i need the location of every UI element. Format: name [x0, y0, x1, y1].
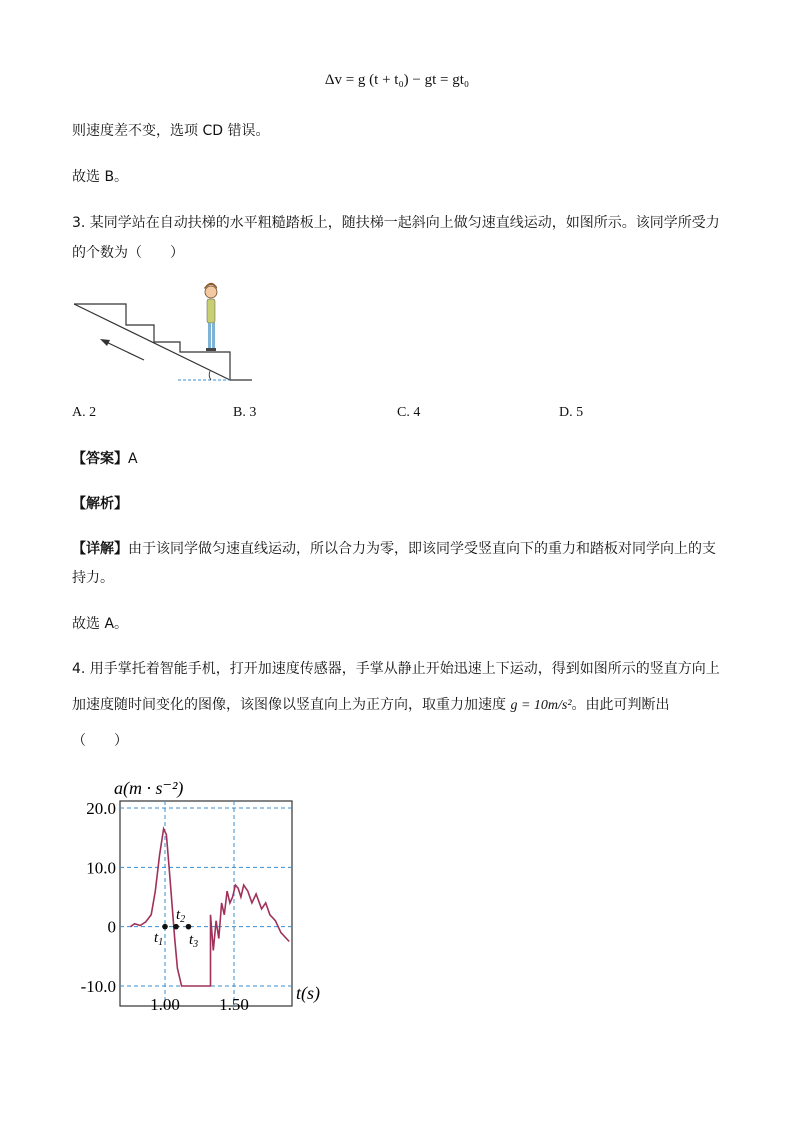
gravity-value: g = 10m/s² — [510, 698, 572, 713]
point-label-t2: $t_2$ — [176, 907, 186, 925]
question-3-cont: 的个数为（ ） — [72, 245, 184, 261]
choose-line: 故选 A。 — [72, 616, 129, 632]
detail-line — [72, 539, 716, 559]
text-line: 则速度差不变，选项 CD 错误。 — [72, 123, 270, 139]
student-figure — [204, 283, 217, 351]
angle-arc — [209, 371, 211, 380]
x-tick-label: 1.00 — [150, 995, 180, 1014]
point-marker — [186, 924, 192, 930]
x-axis-label: t(s) — [296, 983, 320, 1003]
q4-text-b: 。由此可判断出 — [571, 697, 670, 713]
series-line — [131, 829, 290, 986]
question-4-paren: （ ） — [72, 733, 128, 749]
point-label-t3: $t_3$ — [189, 932, 199, 950]
detail-text: 由于该同学做匀速直线运动，所以合力为零，即该同学受竖直向下的重力和踏板对同学向上的支 — [128, 541, 716, 557]
question-4: 4. 用手掌托着智能手机，打开加速度传感器，手掌从静止开始迅速上下运动，得到如图所示的竖直方向上 — [72, 661, 720, 677]
option-a: A. 2 — [72, 405, 97, 420]
y-axis-label: a(m · s⁻²) — [114, 778, 184, 798]
escalator-figure — [70, 280, 260, 388]
question-4-cont — [72, 695, 670, 716]
answer-tag: 【答案】 — [72, 451, 128, 467]
text-line: 故选 B。 — [72, 169, 129, 185]
analysis-tag: 【解析】 — [72, 496, 128, 512]
escalator-steps — [74, 304, 252, 380]
point-marker — [162, 924, 168, 930]
y-tick-label: -10.0 — [80, 977, 116, 996]
q4-text-a: 加速度随时间变化的图像，该图像以竖直向上为正方向，取重力加速度 — [72, 697, 506, 713]
option-c: C. 4 — [397, 405, 421, 420]
y-tick-label: 20.0 — [86, 799, 116, 818]
y-tick-label: 10.0 — [86, 858, 116, 878]
point-marker — [173, 924, 179, 930]
answer-value: A — [128, 451, 138, 467]
x-tick-label: 1.50 — [219, 995, 249, 1014]
escalator-slope — [74, 304, 230, 380]
arrow-head — [100, 339, 110, 346]
detail-tag: 【详解】 — [72, 541, 128, 557]
formula: Δv = g (t + t₀) − gt = gt₀ — [324, 72, 470, 88]
point-label-t1: $t_1$ — [154, 930, 164, 948]
option-d: D. 5 — [559, 405, 584, 420]
detail-cont: 持力。 — [72, 570, 114, 586]
option-b: B. 3 — [233, 405, 257, 420]
y-tick-label: 0 — [107, 917, 116, 937]
question-3: 3. 某同学站在自动扶梯的水平粗糙踏板上，随扶梯一起斜向上做匀速直线运动，如图所示。该同学所受力 — [72, 215, 720, 231]
answer-line — [72, 449, 138, 469]
acceleration-chart — [70, 768, 340, 1018]
